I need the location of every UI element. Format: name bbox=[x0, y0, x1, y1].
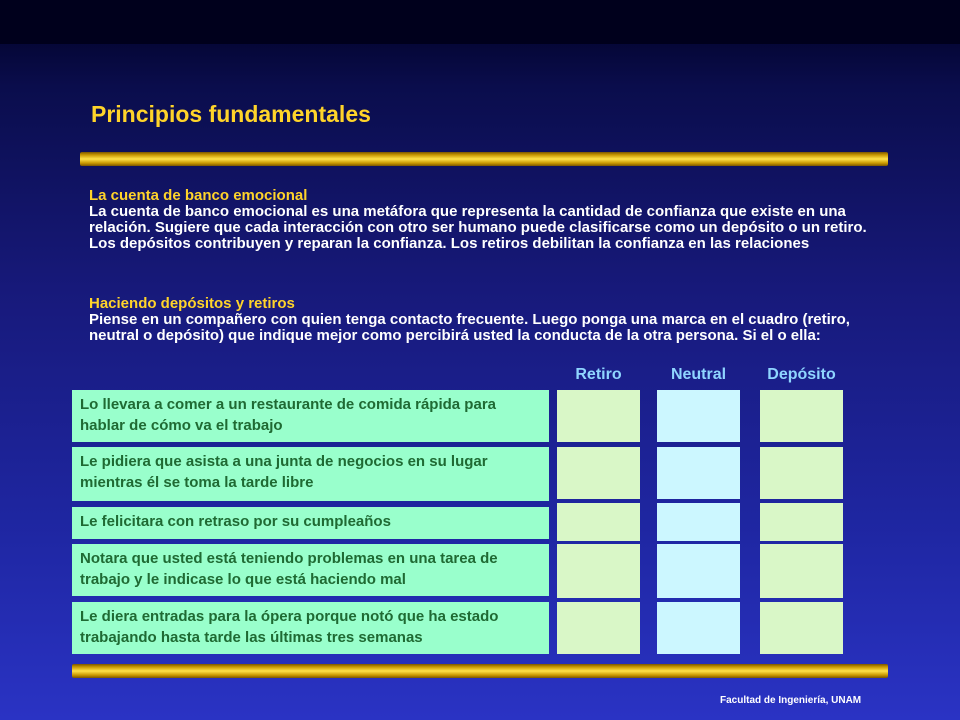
section-body: Piense en un compañero con quien tenga contacto frecuente. Luego ponga una marca en el cuadro (retiro, neutral o depósito) que indique mejor como percibirá usted la conducta de la otra persona. Si el o ella: bbox=[89, 311, 850, 344]
checkbox-deposito-3[interactable] bbox=[760, 503, 843, 541]
section-body: La cuenta de banco emocional es una metáfora que representa la cantidad de confianza que existe en una relación. Sugiere que cada interacción con otro ser humano puede clasificarse como un depósito o un retiro. Los depósitos contribuyen y reparan la confianza. Los retiros debilitan la confianza en las relaciones bbox=[89, 203, 867, 252]
top-gold-bar bbox=[80, 152, 888, 166]
column-header-retiro: Retiro bbox=[575, 366, 622, 383]
behavior-item-2: Le pidiera que asista a una junta de negocios en su lugar mientras él se toma la tarde libre bbox=[72, 447, 549, 501]
checkbox-neutral-3[interactable] bbox=[657, 503, 740, 541]
section-deposits-withdrawals bbox=[89, 296, 889, 344]
behavior-item-1: Lo llevara a comer a un restaurante de comida rápida para hablar de cómo va el trabajo bbox=[72, 390, 549, 442]
footer-institution: Facultad de Ingeniería, UNAM bbox=[720, 695, 862, 706]
checkbox-deposito-1[interactable] bbox=[760, 390, 843, 442]
slide-title: Principios fundamentales bbox=[91, 101, 371, 127]
checkbox-deposito-5[interactable] bbox=[760, 602, 843, 654]
checkbox-neutral-2[interactable] bbox=[657, 447, 740, 499]
checkbox-neutral-1[interactable] bbox=[657, 390, 740, 442]
checkbox-neutral-4[interactable] bbox=[657, 544, 740, 598]
checkbox-deposito-4[interactable] bbox=[760, 544, 843, 598]
column-header-neutral: Neutral bbox=[670, 366, 727, 383]
section-heading: Haciendo depósitos y retiros bbox=[89, 295, 295, 312]
checkbox-retiro-3[interactable] bbox=[557, 503, 640, 541]
top-band bbox=[0, 0, 960, 44]
section-heading: La cuenta de banco emocional bbox=[89, 187, 308, 204]
behavior-item-5: Le diera entradas para la ópera porque notó que ha estado trabajando hasta tarde las últimas tres semanas bbox=[72, 602, 549, 654]
behavior-item-4: Notara que usted está teniendo problemas en una tarea de trabajo y le indicase lo que está haciendo mal bbox=[72, 544, 549, 596]
checkbox-retiro-4[interactable] bbox=[557, 544, 640, 598]
column-header-deposito: Depósito bbox=[767, 366, 836, 383]
checkbox-retiro-5[interactable] bbox=[557, 602, 640, 654]
checkbox-deposito-2[interactable] bbox=[760, 447, 843, 499]
section-emotional-bank bbox=[89, 188, 889, 252]
bottom-gold-bar bbox=[72, 664, 888, 678]
checkbox-retiro-2[interactable] bbox=[557, 447, 640, 499]
checkbox-retiro-1[interactable] bbox=[557, 390, 640, 442]
behavior-item-3: Le felicitara con retraso por su cumpleaños bbox=[72, 507, 549, 539]
checkbox-neutral-5[interactable] bbox=[657, 602, 740, 654]
